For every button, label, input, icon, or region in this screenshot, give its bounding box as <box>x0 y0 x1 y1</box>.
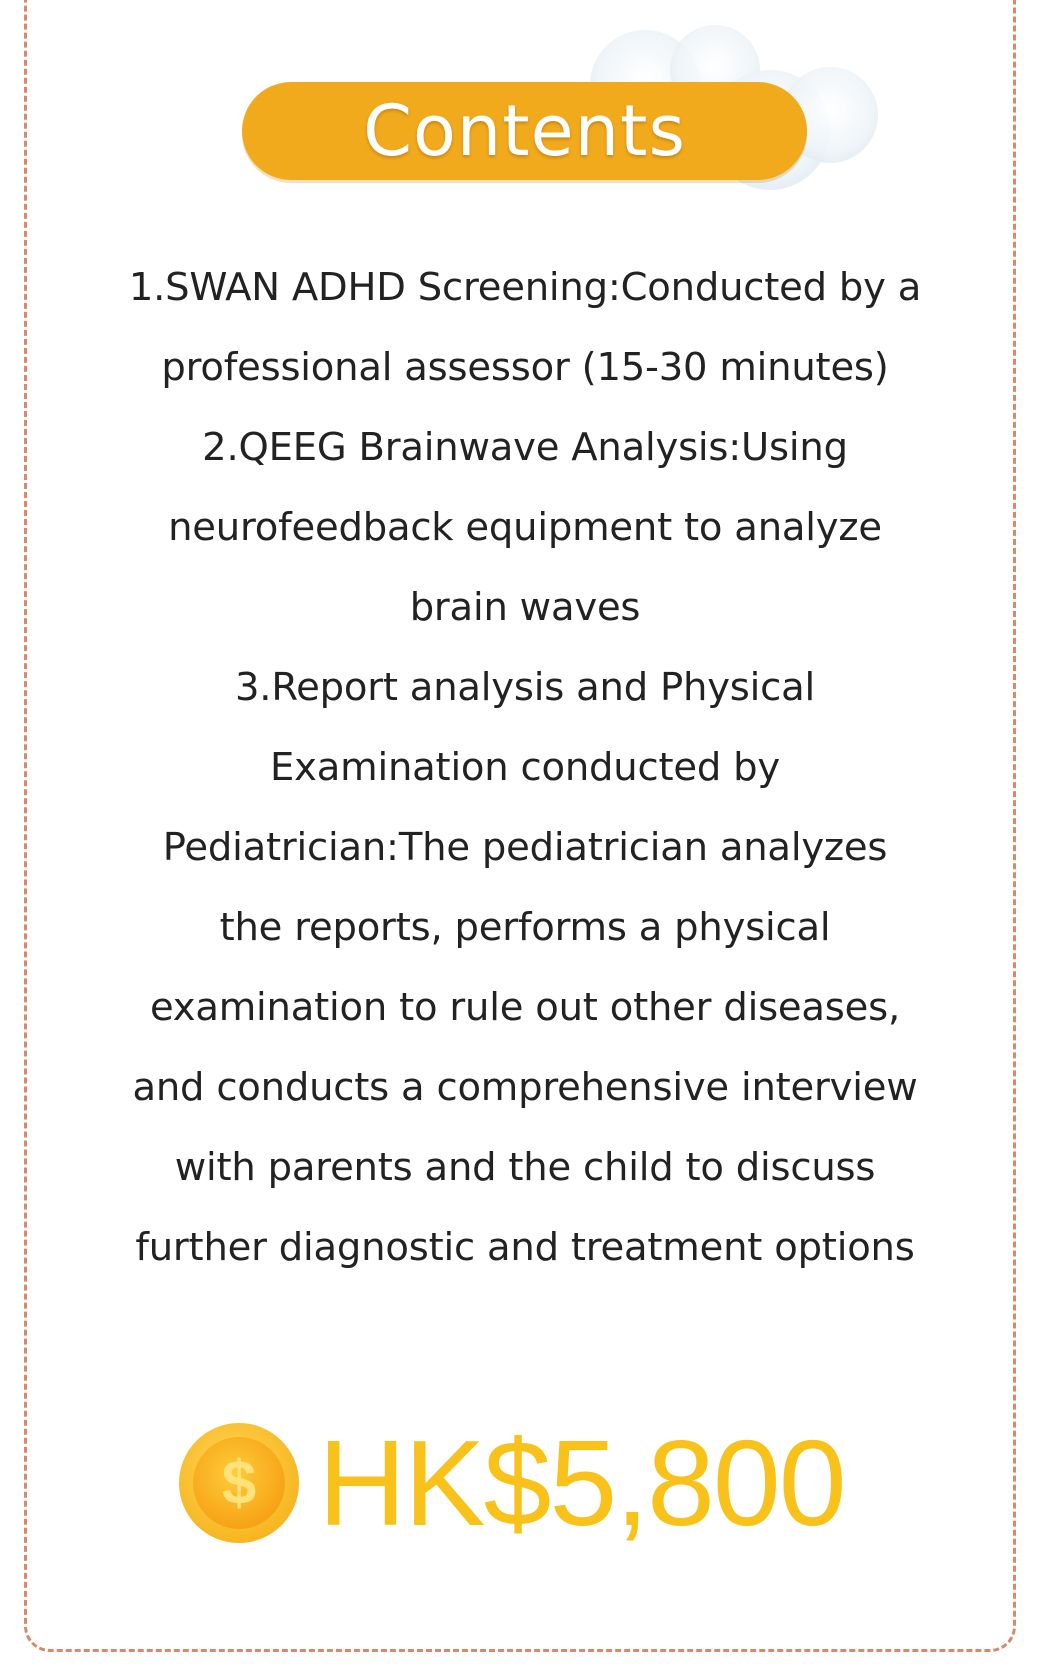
description-line: neurofeedback equipment to analyze <box>168 505 882 550</box>
price-section <box>178 1415 845 1551</box>
description-line: the reports, performs a physical <box>219 905 831 950</box>
description-line: 3.Report analysis and Physical <box>235 665 815 710</box>
description-line: and conducts a comprehensive interview <box>132 1065 918 1110</box>
description-line: 2.QEEG Brainwave Analysis:Using <box>202 425 848 470</box>
coin-symbol: $ <box>221 1449 257 1518</box>
description-line: brain waves <box>409 585 641 630</box>
description-line: examination to rule out other diseases, <box>149 985 901 1030</box>
description-line: further diagnostic and treatment options <box>135 1225 915 1270</box>
price-amount: HK$5,800 <box>318 1415 845 1551</box>
coin-icon <box>178 1422 300 1544</box>
contents-description <box>70 248 980 1288</box>
contents-header <box>242 82 807 180</box>
description-line: professional assessor (15-30 minutes) <box>161 345 889 390</box>
description-line: 1.SWAN ADHD Screening:Conducted by a <box>128 265 922 310</box>
description-line: Examination conducted by <box>270 745 780 790</box>
contents-title: Contents <box>363 90 686 172</box>
description-line: with parents and the child to discuss <box>174 1145 876 1190</box>
description-line: Pediatrician:The pediatrician analyzes <box>162 825 888 870</box>
